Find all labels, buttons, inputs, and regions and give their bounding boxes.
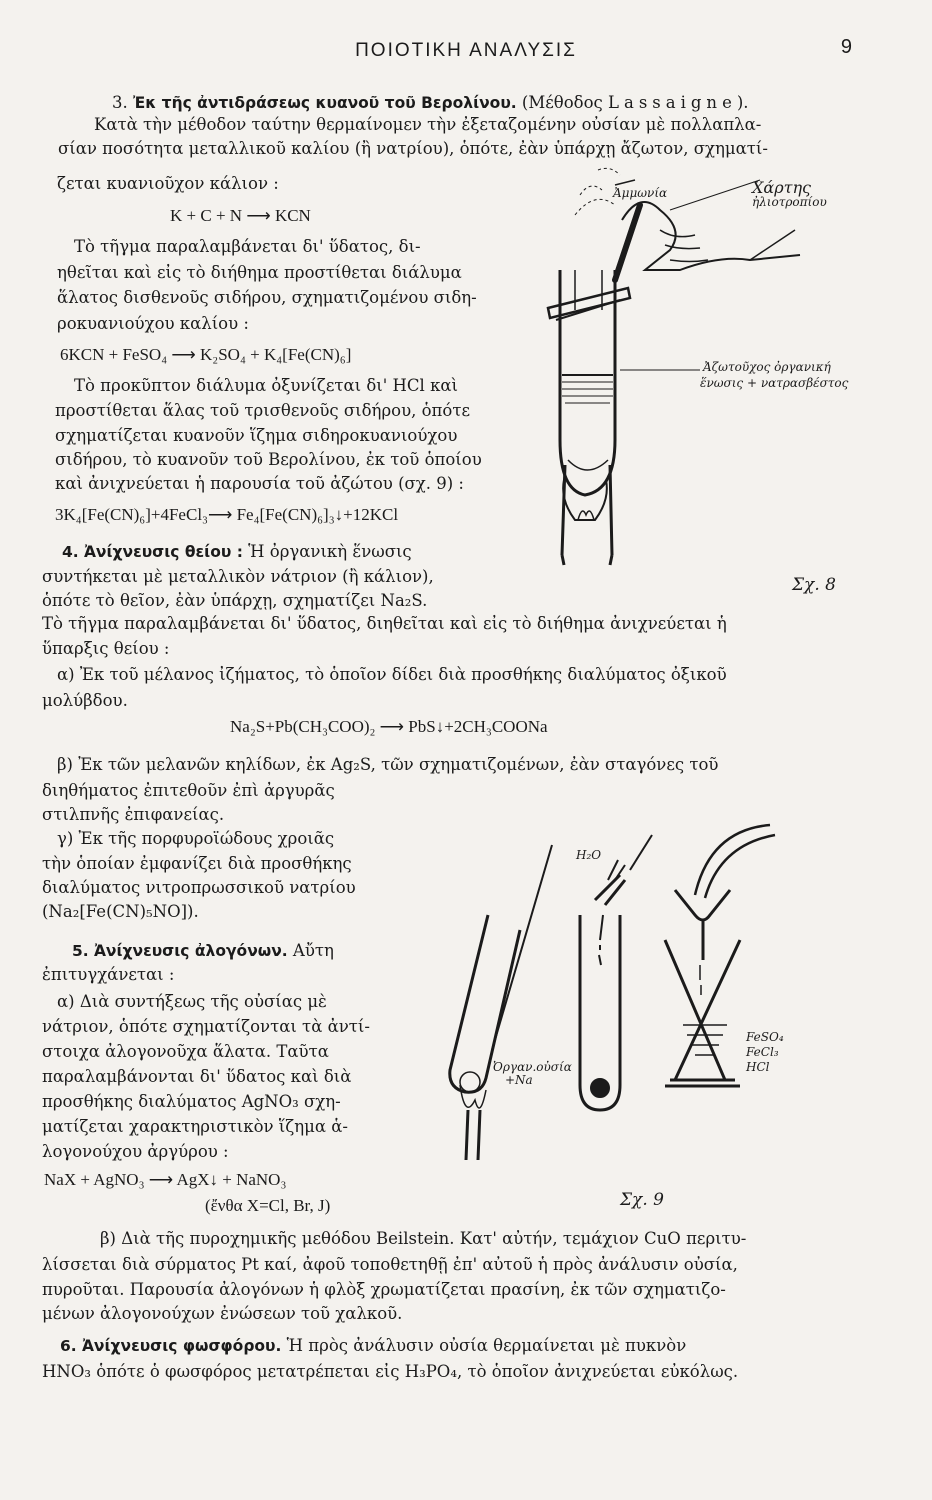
paragraph-line: ὕπαρξις θείου :	[42, 639, 170, 658]
equation-5-note: (ἔνθα X=Cl, Br, J)	[205, 1196, 331, 1215]
method-open: (Μέθοδος	[521, 93, 609, 112]
paragraph-line: β) Διὰ τῆς πυροχημικῆς μεθόδου Beilstein. Κατ' αὐτήν, τεμάχιον CuO περιτυ-	[100, 1229, 747, 1248]
section-5-title: Ἀνίχνευσις ἀλογόνων.	[93, 942, 288, 960]
section-6-number: 6.	[60, 1337, 77, 1355]
paragraph-line: (Na₂[Fe(CN)₅NO]).	[42, 902, 199, 921]
paragraph-line: Κατὰ τὴν μέθοδον ταύτην θερμαίνομεν τὴν ἐξεταζομένην οὐσίαν μὲ πολλαπλα-	[94, 115, 762, 134]
paragraph-line: ροκυανιούχου καλίου :	[57, 314, 249, 333]
section-6-heading	[60, 1335, 686, 1358]
figure-8-caption: Σχ. 8	[792, 575, 836, 595]
section-4-heading	[62, 541, 412, 564]
paragraph-line: σιδήρου, τὸ κυανοῦν τοῦ Βερολίνου, ἐκ τοῦ ὁποίου	[55, 450, 482, 469]
figure-9-drawing	[420, 820, 810, 1200]
paragraph-line: ζεται κυανιοῦχον κάλιον :	[57, 174, 279, 193]
precipitate	[591, 1079, 609, 1097]
section-5-number: 5.	[72, 942, 89, 960]
section-4-text: Ἡ ὀργανικὴ ἕνωσις	[248, 542, 412, 561]
litmus-strip	[615, 205, 640, 280]
section-6-title: Ἀνίχνευσις φωσφόρου.	[81, 1337, 282, 1355]
section-5-text: Αὔτη	[292, 941, 334, 960]
paragraph-line: προστίθεται ἅλας τοῦ τρισθενοῦς σιδήρου, ὁπότε	[55, 401, 470, 420]
paragraph-line: ματίζεται χαρακτηριστικὸν ἵζημα ἁ-	[42, 1117, 348, 1136]
paragraph-line: α) Ἐκ τοῦ μέλανος ἰζήματος, τὸ ὁποῖον δίδει διὰ προσθήκης διαλύματος ὀξικοῦ	[57, 665, 727, 684]
paragraph-line: διαλύματος νιτροπρωσσικοῦ νατρίου	[42, 878, 356, 897]
paragraph-line: καὶ ἀνιχνεύεται ἡ παρουσία τοῦ ἀζώτου (σχ. 9) :	[55, 474, 464, 493]
label-water: H₂O	[576, 848, 602, 862]
section-5-heading	[72, 940, 334, 963]
paragraph-line: πυροῦται. Παρουσία ἀλογόνων ἡ φλὸξ χρωματίζεται πρασίνη, ἐκ τῶν σχηματιζο-	[42, 1280, 726, 1299]
funnel	[675, 890, 730, 920]
equation-2: 6KCN + FeSO₄ ⟶ K₂SO₄ + K₄[Fe(CN)₆]	[60, 345, 352, 364]
label-hcl: HCl	[746, 1060, 770, 1074]
paragraph-line: α) Διὰ συντήξεως τῆς οὐσίας μὲ	[57, 992, 327, 1011]
page-number: 9	[840, 36, 852, 58]
label-nitrogen-compound: Ἀζωτοῦχος ὀργανική	[703, 360, 831, 374]
paragraph-line: νάτριον, ὁπότε σχηματίζονται τὰ ἀντί-	[42, 1017, 370, 1036]
label-feso4: FeSO₄	[746, 1030, 784, 1044]
section-3-heading	[112, 92, 749, 115]
section-6-text: Ἡ πρὸς ἀνάλυσιν οὐσία θερμαίνεται μὲ πυκνὸν	[286, 1336, 687, 1355]
section-3-number: 3.	[112, 93, 128, 112]
paragraph-line: συντήκεται μὲ μεταλλικὸν νάτριον (ἢ κάλιον),	[42, 567, 434, 586]
section-3-title: Ἐκ τῆς ἀντιδράσεως κυανοῦ τοῦ Βερολίνου.	[133, 94, 517, 112]
paragraph-line: HNO₃ ὁπότε ὁ φωσφόρος μετατρέπεται εἰς H₃PO₄, τὸ ὁποῖον ἀνιχνεύεται εὐκόλως.	[42, 1362, 739, 1381]
paragraph-line: διηθήματος ἐπιτεθοῦν ἐπὶ ἀργυρᾶς	[42, 781, 335, 800]
paragraph-line: στιλπνῆς ἐπιφανείας.	[42, 805, 225, 824]
paragraph-line: σίαν ποσότητα μεταλλικοῦ καλίου (ἢ νατρίου), ὁπότε, ἐὰν ὑπάρχῃ ἄζωτον, σχηματί-	[58, 139, 768, 158]
paragraph-line: ηθεῖται καὶ εἰς τὸ διήθημα προστίθεται διάλυμα	[57, 263, 462, 282]
paragraph-line: β) Ἐκ τῶν μελανῶν κηλίδων, ἐκ Ag₂S, τῶν σχηματιζομένων, ἐὰν σταγόνες τοῦ	[57, 755, 719, 774]
method-close: ).	[736, 93, 749, 112]
paragraph-line: λίσσεται διὰ σύρματος Pt καί, ἀφοῦ τοποθετηθῇ ἐπ' αὐτοῦ ἡ πρὸς ἀνάλυσιν οὐσία,	[42, 1255, 738, 1274]
paragraph-line: μολύβδου.	[42, 691, 128, 710]
label-ammonia: Ἀμμωνία	[613, 186, 668, 200]
equation-4: Na₂S+Pb(CH₃COO)₂ ⟶ PbS↓+2CH₃COONa	[230, 717, 548, 736]
label-soda-lime: ἕνωσις + νατρασβέστος	[700, 376, 849, 390]
paragraph-line: παραλαμβάνονται δι' ὕδατος καὶ διὰ	[42, 1067, 352, 1086]
method-name: Lassaigne	[608, 93, 737, 112]
paragraph-line: στοιχα ἀλογονοῦχα ἅλατα. Ταῦτα	[42, 1042, 329, 1061]
paragraph-line: Τὸ προκῦπτον διάλυμα ὀξυνίζεται δι' HCl καὶ	[74, 376, 459, 395]
running-header: ΠΟΙΟΤΙΚΗ ΑΝΑΛΥΣΙΣ	[355, 40, 577, 61]
paragraph-line: λογονούχου ἀργύρου :	[42, 1142, 229, 1161]
paragraph-line: ἅλατος δισθενοῦς σιδήρου, σχηματιζομένου σιδη-	[57, 288, 477, 307]
section-4-title: Ἀνίχνευσις θείου :	[83, 543, 243, 561]
paragraph-line: σχηματίζεται κυανοῦν ἵζημα σιδηροκυανιούχου	[55, 426, 458, 445]
molten-sample	[460, 1072, 480, 1092]
paragraph-line: Τὸ τῆγμα παραλαμβάνεται δι' ὕδατος, διηθεῖται καὶ εἰς τὸ διήθημα ἀνιχνεύεται ἡ	[42, 614, 727, 633]
paragraph-line: τὴν ὁποίαν ἐμφανίζει διὰ προσθήκης	[42, 854, 352, 873]
pouring-tube	[695, 825, 770, 895]
label-fecl3: FeCl₃	[746, 1045, 779, 1059]
paragraph-line: ἐπιτυγχάνεται :	[42, 965, 175, 984]
conical-flask	[665, 940, 740, 1080]
label-organic-substance: Ὀργαν.οὐσία	[493, 1060, 572, 1074]
equation-5: NaX + AgNO₃ ⟶ AgX↓ + NaNO₃	[44, 1170, 287, 1189]
label-litmus-paper-2: ἠλιοτροπίου	[752, 195, 827, 209]
equation-1: K + C + N ⟶ KCN	[170, 206, 311, 225]
label-sodium: +Na	[505, 1073, 533, 1087]
paragraph-line: Τὸ τῆγμα παραλαμβάνεται δι' ὕδατος, δι-	[74, 237, 421, 256]
paragraph-line: γ) Ἐκ τῆς πορφυροϊώδους χροιᾶς	[57, 829, 335, 848]
paragraph-line: ὁπότε τὸ θεῖον, ἐὰν ὑπάρχῃ, σχηματίζει Na₂S.	[42, 591, 428, 610]
hand-outline	[622, 202, 800, 270]
figure-9-caption: Σχ. 9	[620, 1190, 664, 1210]
paragraph-line: προσθήκης διαλύματος AgNO₃ σχη-	[42, 1092, 341, 1111]
label-litmus-paper: Χάρτης	[752, 178, 811, 197]
equation-3: 3K₄[Fe(CN)₆]+4FeCl₃⟶ Fe₄[Fe(CN)₆]₃↓+12KCl	[55, 505, 399, 524]
paragraph-line: μένων ἀλογονούχων ἐνώσεων τοῦ χαλκοῦ.	[42, 1304, 403, 1323]
section-4-number: 4.	[62, 543, 79, 561]
